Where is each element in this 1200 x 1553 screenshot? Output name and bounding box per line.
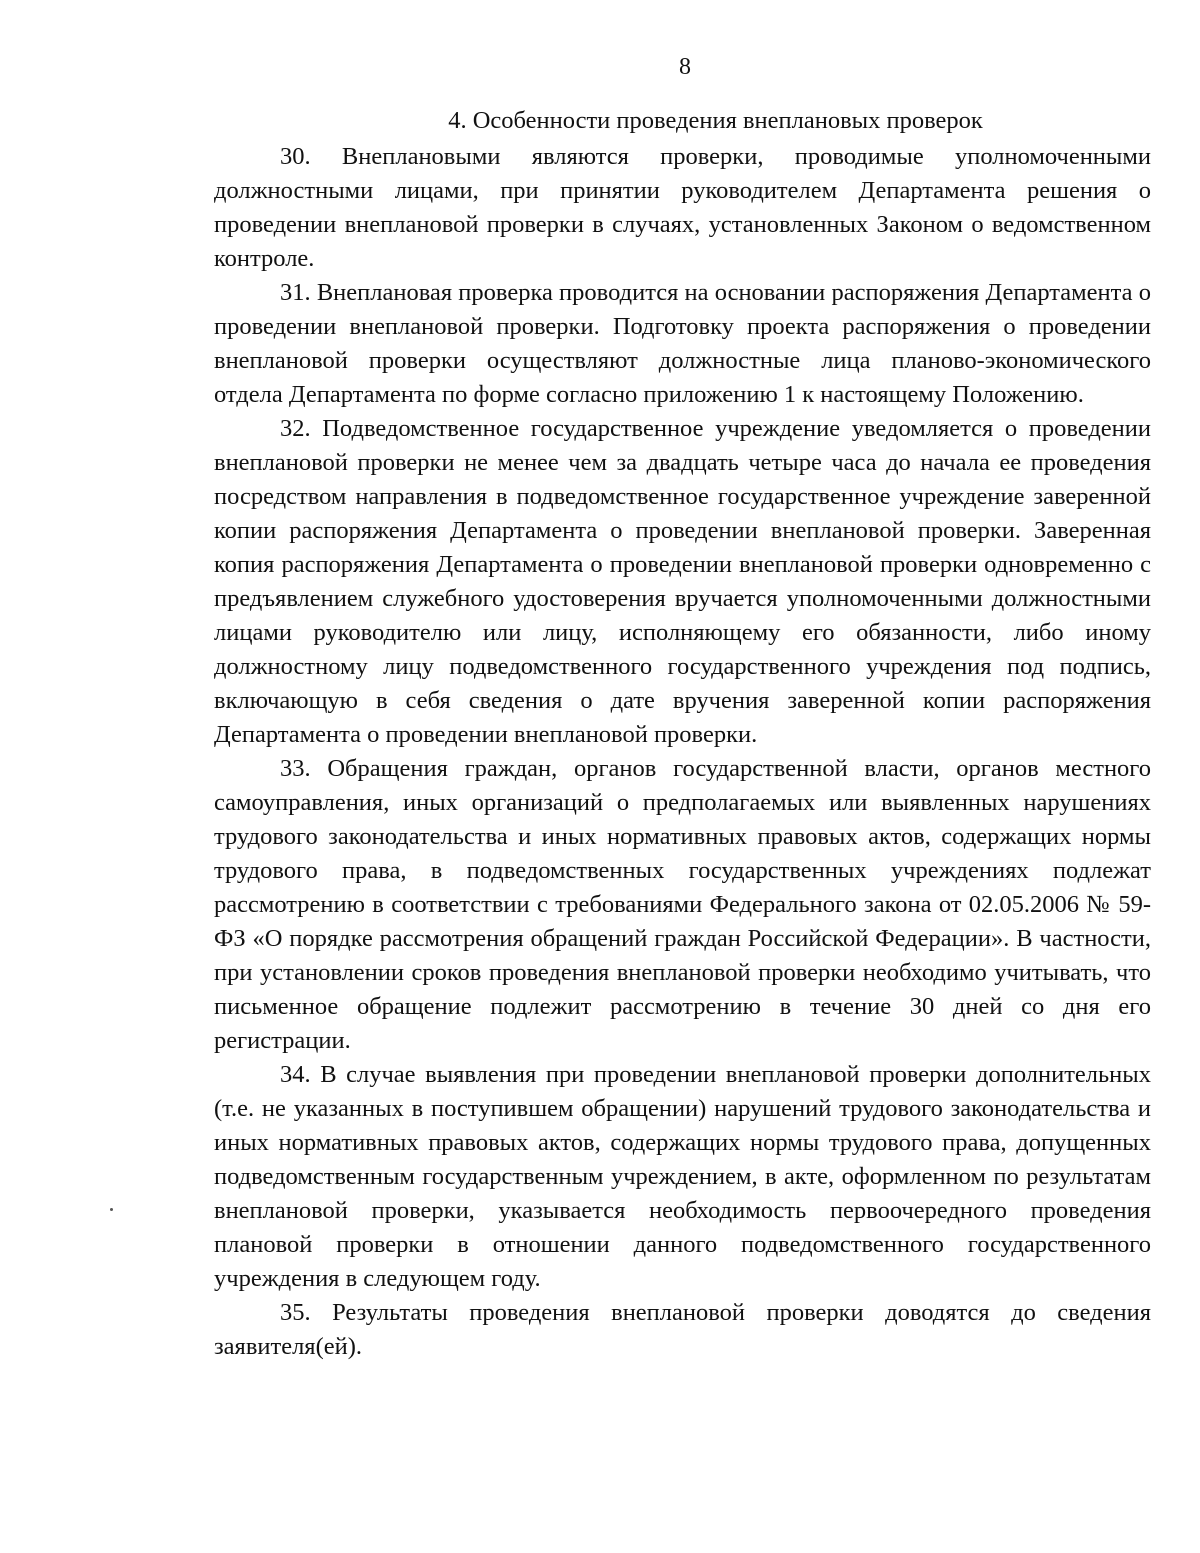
scan-speck bbox=[110, 1208, 113, 1211]
paragraph-33: 33. Обращения граждан, органов государственной власти, органов местного самоуправления, иных организаций о предполагаемых или выявленных нарушениях трудового законодательства и иных нормативных правовых актов, содержащих нормы трудового права, в подведомственных государственных учреждениях подлежат рассмотрению в соответствии с требованиями Федерального закона от 02.05.2006 № 59-ФЗ «О порядке рассмотрения обращений граждан Российской Федерации». В частности, при установлении сроков проведения внеплановой проверки необходимо учитывать, что письменное обращение подлежит рассмотрению в течение 30 дней со дня его регистрации. bbox=[214, 755, 1151, 1054]
document-body bbox=[214, 104, 1151, 1364]
paragraph-34: 34. В случае выявления при проведении внеплановой проверки дополнительных (т.е. не указанных в поступившем обращении) нарушений трудового законодательства и иных нормативных правовых актов, содержащих нормы трудового права, допущенных подведомственным государственным учреждением, в акте, оформленном по результатам внеплановой проверки, указывается необходимость первоочередного проведения плановой проверки в отношении данного подведомственного государственного учреждения в следующем году. bbox=[214, 1061, 1151, 1292]
paragraph-31: 31. Внеплановая проверка проводится на основании распоряжения Департамента о проведении внеплановой проверки. Подготовку проекта распоряжения о проведении внеплановой проверки осуществляют должностные лица планово-экономического отдела Департамента по форме согласно приложению 1 к настоящему Положению. bbox=[214, 279, 1151, 408]
section-heading: 4. Особенности проведения внеплановых проверок bbox=[448, 107, 983, 134]
paragraph-30: 30. Внеплановыми являются проверки, проводимые уполномоченными должностными лицами, при принятии руководителем Департамента решения о проведении внеплановой проверки в случаях, установленных Законом о ведомственном контроле. bbox=[214, 143, 1151, 272]
paragraph-32: 32. Подведомственное государственное учреждение уведомляется о проведении внеплановой проверки не менее чем за двадцать четыре часа до начала ее проведения посредством направления в подведомственное государственное учреждение заверенной копии распоряжения Департамента о проведении внеплановой проверки. Заверенная копия распоряжения Департамента о проведении внеплановой проверки одновременно с предъявлением служебного удостоверения вручается уполномоченными должностными лицами руководителю или лицу, исполняющему его обязанности, либо иному должностному лицу подведомственного государственного учреждения под подпись, включающую в себя сведения о дате вручения заверенной копии распоряжения Департамента о проведении внеплановой проверки. bbox=[214, 415, 1151, 748]
paragraph-35: 35. Результаты проведения внеплановой проверки доводятся до сведения заявителя(ей). bbox=[214, 1299, 1151, 1360]
page-number: 8 bbox=[679, 54, 691, 80]
